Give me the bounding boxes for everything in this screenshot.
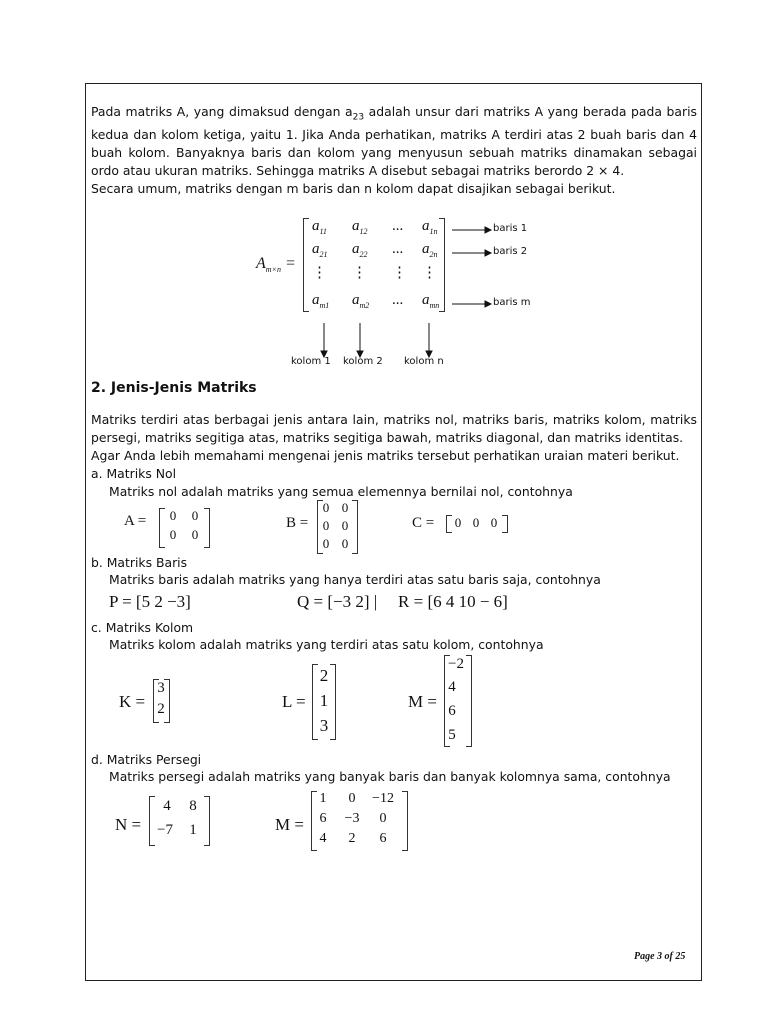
item-a-title: a. Matriks Nol	[91, 466, 177, 481]
cell: 4	[319, 831, 327, 846]
general-matrix-lhs: $A_{m\times n}$ =	[256, 255, 296, 275]
cell: 0	[348, 791, 356, 806]
cell: 0	[191, 508, 199, 523]
item-b-desc: Matriks baris adalah matriks yang hanya terdiri atas satu baris saja, contohnya	[109, 572, 601, 587]
cell: 0	[490, 515, 498, 530]
general-matrix-cell: $a_{21}$	[312, 241, 328, 259]
section-title: 2. Jenis-Jenis Matriks	[91, 380, 257, 396]
cell: 3	[319, 716, 329, 735]
section-line-2: persegi, matriks segitiga atas, matriks segitiga bawah, matriks diagonal, dan matriks identitas.	[91, 430, 684, 445]
cell: 0	[169, 527, 177, 542]
intro-line-4: ordo atau ukuran matriks. Sehingga matriks A disebut sebagai matriks berordo 2 × 4.	[91, 163, 625, 179]
cell: 0	[322, 536, 330, 551]
general-matrix-cell: $a_{11}$	[312, 218, 327, 236]
item-c-desc: Matriks kolom adalah matriks yang terdiri atas satu kolom, contohnya	[109, 637, 544, 652]
item-d-desc: Matriks persegi adalah matriks yang banyak baris dan banyak kolomnya sama, contohnya	[109, 769, 671, 784]
section-line-3: Agar Anda lebih memahami mengenai jenis matriks tersebut perhatikan uraian materi berikut.	[91, 448, 680, 463]
cell: −3	[344, 811, 360, 826]
general-matrix-cell: ⋮	[392, 265, 407, 281]
col-label-n: kolom n	[404, 356, 444, 367]
item-b-title: b. Matriks Baris	[91, 555, 188, 570]
intro-paragraph	[91, 103, 697, 198]
matrix-C-bracket-right	[502, 515, 508, 533]
cell: −2	[448, 656, 464, 672]
intro-line-1: Pada matriks A, yang dimaksud dengan $a_{23}$ adalah unsur dari matriks A yang berada pada baris	[91, 104, 697, 123]
cell: 3	[157, 680, 165, 696]
general-matrix-cell: ...	[392, 292, 404, 308]
cell: 0	[169, 508, 177, 523]
cell: 1	[189, 822, 197, 838]
cell: 6	[319, 811, 327, 826]
item-d-title: d. Matriks Persegi	[91, 752, 202, 767]
cell: 0	[341, 518, 349, 533]
matrix-P: P = [5 2 −3]	[109, 592, 191, 611]
row-label-1: baris 1	[493, 223, 528, 234]
general-matrix-cell: ⋮	[312, 265, 327, 281]
matrix-B-bracket-right	[352, 500, 358, 554]
general-matrix-cell: ...	[392, 218, 404, 234]
cell: 0	[341, 536, 349, 551]
cell: 0	[322, 518, 330, 533]
matrix-N-bracket-right	[204, 796, 210, 846]
section-paragraph	[91, 411, 697, 465]
cell: 1	[319, 791, 327, 806]
cell: 5	[448, 727, 456, 743]
general-matrix-cell: ⋮	[352, 265, 367, 281]
general-matrix-cell: $a_{m1}$	[312, 292, 330, 310]
matrix-R: R = [6 4 10 − 6]	[398, 592, 508, 611]
cell: 0	[379, 811, 387, 826]
cell: 2	[319, 666, 329, 685]
general-matrix-cell: $a_{2n}$	[422, 241, 438, 259]
cell: 2	[157, 701, 165, 717]
item-a-desc: Matriks nol adalah matriks yang semua elemennya bernilai nol, contohnya	[109, 484, 573, 499]
matrix-M-bracket-right	[466, 655, 472, 747]
general-matrix-cell: $a_{m2}$	[352, 292, 370, 310]
col-label-1: kolom 1	[291, 356, 331, 367]
cell: 0	[454, 515, 462, 530]
general-matrix-cell: ...	[392, 241, 404, 257]
general-matrix-cell: $a_{1n}$	[422, 218, 438, 236]
cell: 0	[322, 500, 330, 515]
cell: 4	[448, 679, 456, 695]
intro-line-2: kedua dan kolom ketiga, yaitu 1. Jika Anda perhatikan, matriks A terdiri atas 2 buah baris dan 4	[91, 127, 697, 143]
cell: 6	[448, 703, 456, 719]
general-matrix-cell: ⋮	[422, 265, 437, 281]
item-c-title: c. Matriks Kolom	[91, 620, 194, 635]
cell: 1	[319, 691, 329, 710]
cell: 4	[163, 798, 171, 814]
matrix-Q: Q = [−3 2] |	[297, 592, 378, 611]
general-matrix-cell: $a_{22}$	[352, 241, 368, 259]
matrix-M2-bracket-right	[402, 791, 408, 851]
intro-line-3: buah kolom. Banyaknya baris dan kolom yang menyusun sebuah matriks dinamakan sebagai	[91, 145, 697, 161]
cell: −7	[157, 822, 173, 838]
general-matrix-cell: $a_{12}$	[352, 218, 368, 236]
matrix-A-bracket-right	[204, 508, 210, 548]
section-line-1: Matriks terdiri atas berbagai jenis antara lain, matriks nol, matriks baris, matriks kolom, matriks	[91, 412, 697, 427]
cell: 8	[189, 798, 197, 814]
cell: 2	[348, 831, 356, 846]
row-label-2: baris 2	[493, 246, 528, 257]
cell: 0	[191, 527, 199, 542]
page-number: Page 3 of 25	[634, 951, 686, 962]
intro-line-5: Secara umum, matriks dengan m baris dan n kolom dapat disajikan sebagai berikut.	[91, 181, 616, 197]
cell: 0	[341, 500, 349, 515]
general-matrix-arrows	[290, 215, 550, 375]
row-label-m: baris m	[493, 297, 531, 308]
cell: −12	[372, 791, 394, 806]
col-label-2: kolom 2	[343, 356, 383, 367]
general-matrix-cell: $a_{mn}$	[422, 292, 440, 310]
cell: 6	[379, 831, 387, 846]
cell: 0	[472, 515, 480, 530]
